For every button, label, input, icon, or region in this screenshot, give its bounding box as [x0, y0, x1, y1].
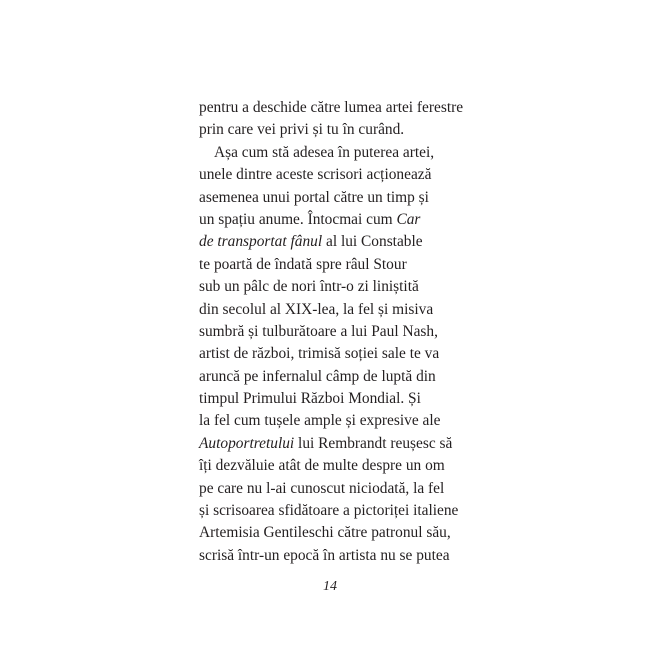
text-line: sumbră și tulburătoare a lui Paul Nash,: [199, 322, 438, 340]
text-line: prin care vei privi și tu în curând.: [199, 121, 405, 139]
text-line: [199, 433, 469, 455]
italic-title-run: Autoportretului: [199, 434, 295, 452]
text-line: îți dezvăluie atât de multe despre un om: [199, 457, 445, 475]
text-run: lui Rembrandt reușesc să: [294, 434, 453, 452]
italic-title-run: de transportat fânul: [199, 233, 323, 251]
text-run: al lui Constable: [322, 233, 423, 251]
page-number: 14: [323, 579, 337, 594]
body-text: [199, 97, 469, 567]
text-line: scrisă într-un epocă în artista nu se putea: [199, 546, 450, 564]
text-line: la fel cum tușele ample și expresive ale: [199, 412, 441, 430]
text-line: și scrisoarea sfidătoare a pictoriței italiene: [199, 502, 459, 520]
text-line: pentru a deschide către lumea artei ferestre: [199, 99, 464, 116]
text-line: timpul Primului Război Mondial. Și: [199, 390, 421, 408]
text-line: aruncă pe infernalul câmp de luptă din: [199, 367, 436, 385]
text-line: pe care nu l-ai cunoscut niciodată, la fel: [199, 479, 445, 497]
text-line: [199, 231, 469, 253]
paragraph-first-line: Așa cum stă adesea în puterea artei,: [214, 143, 435, 161]
text-line: [199, 209, 469, 231]
text-line: Artemisia Gentileschi către patronul său,: [199, 524, 451, 542]
italic-title-run: Car: [396, 210, 421, 228]
text-line: te poartă de îndată spre râul Stour: [199, 255, 407, 273]
text-line: artist de război, trimisă soției sale te va: [199, 345, 440, 363]
text-line: din secolul al XIX-lea, la fel și misiva: [199, 300, 434, 318]
text-run: un spațiu anume. Întocmai cum: [199, 210, 397, 228]
text-line: unele dintre aceste scrisori acționează: [199, 166, 432, 184]
text-line: sub un pâlc de nori într-o zi liniștită: [199, 278, 419, 296]
text-line: asemenea unui portal către un timp și: [199, 188, 429, 206]
